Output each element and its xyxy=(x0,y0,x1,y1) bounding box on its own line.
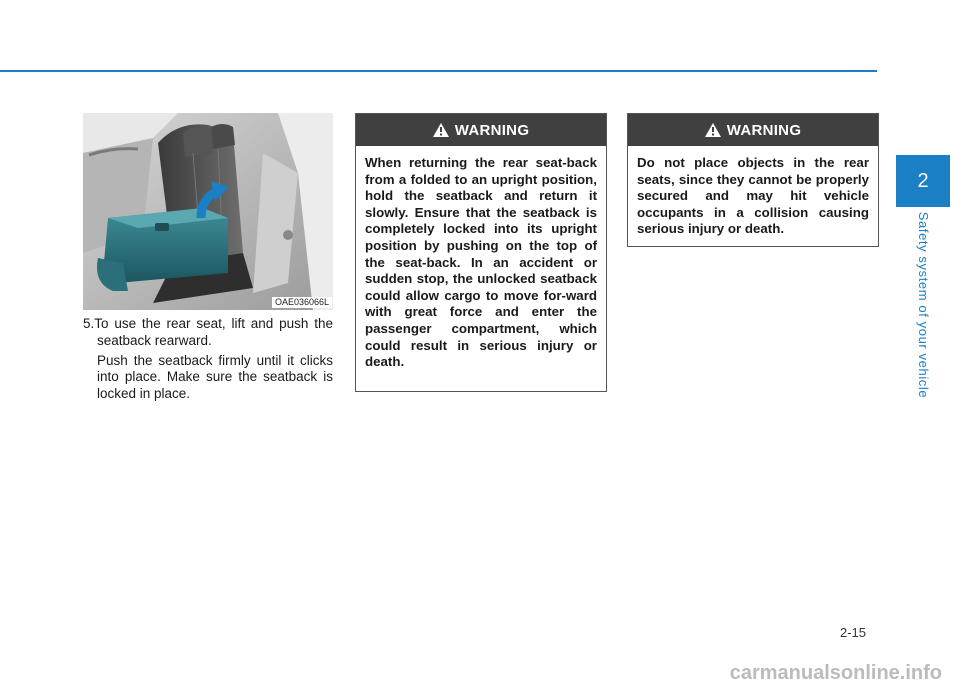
step-5-detail-text: Push the seatback firmly until it clicks into place. Make sure the seatback is locked in place. xyxy=(97,352,333,402)
chapter-title: Safety system of your vehicle xyxy=(916,211,931,399)
warning-box-objects xyxy=(627,113,879,247)
warning-text: When returning the rear seat-back from a folded to an upright position, hold the seatback and return it slowly. Ensure that the seatback is completely locked into its upright position by pushing on the top of the seat-back. In an accident or sudden stop, the unlocked seatback could allow cargo to move for-ward with great force and enter the passenger compartment, which could result in serious injury or death. xyxy=(365,155,597,370)
warning-header xyxy=(628,114,878,146)
warning-box-seatback xyxy=(355,113,607,392)
warning-text: Do not place objects in the rear seats, since they cannot be properly secured and may hit vehicle occupants in a collision causing serious injury or death. xyxy=(637,155,869,237)
watermark: carmanualsonline.info xyxy=(672,657,960,689)
warning-title: WARNING xyxy=(726,121,802,139)
instructions-block xyxy=(83,316,333,403)
header-rule xyxy=(0,70,877,72)
warning-triangle-icon xyxy=(705,123,721,137)
rear-seat-drawing xyxy=(83,113,333,310)
figure-code: OAE036066L xyxy=(272,297,332,308)
page-number: 2-15 xyxy=(840,625,867,640)
warning-header xyxy=(356,114,606,146)
chapter-number-tab: 2 xyxy=(896,155,950,207)
warning-triangle-icon xyxy=(433,123,449,137)
step-5-text: 5.To use the rear seat, lift and push the seatback rearward. xyxy=(83,316,333,348)
warning-title: WARNING xyxy=(454,121,530,139)
rear-seat-illustration xyxy=(83,113,333,310)
